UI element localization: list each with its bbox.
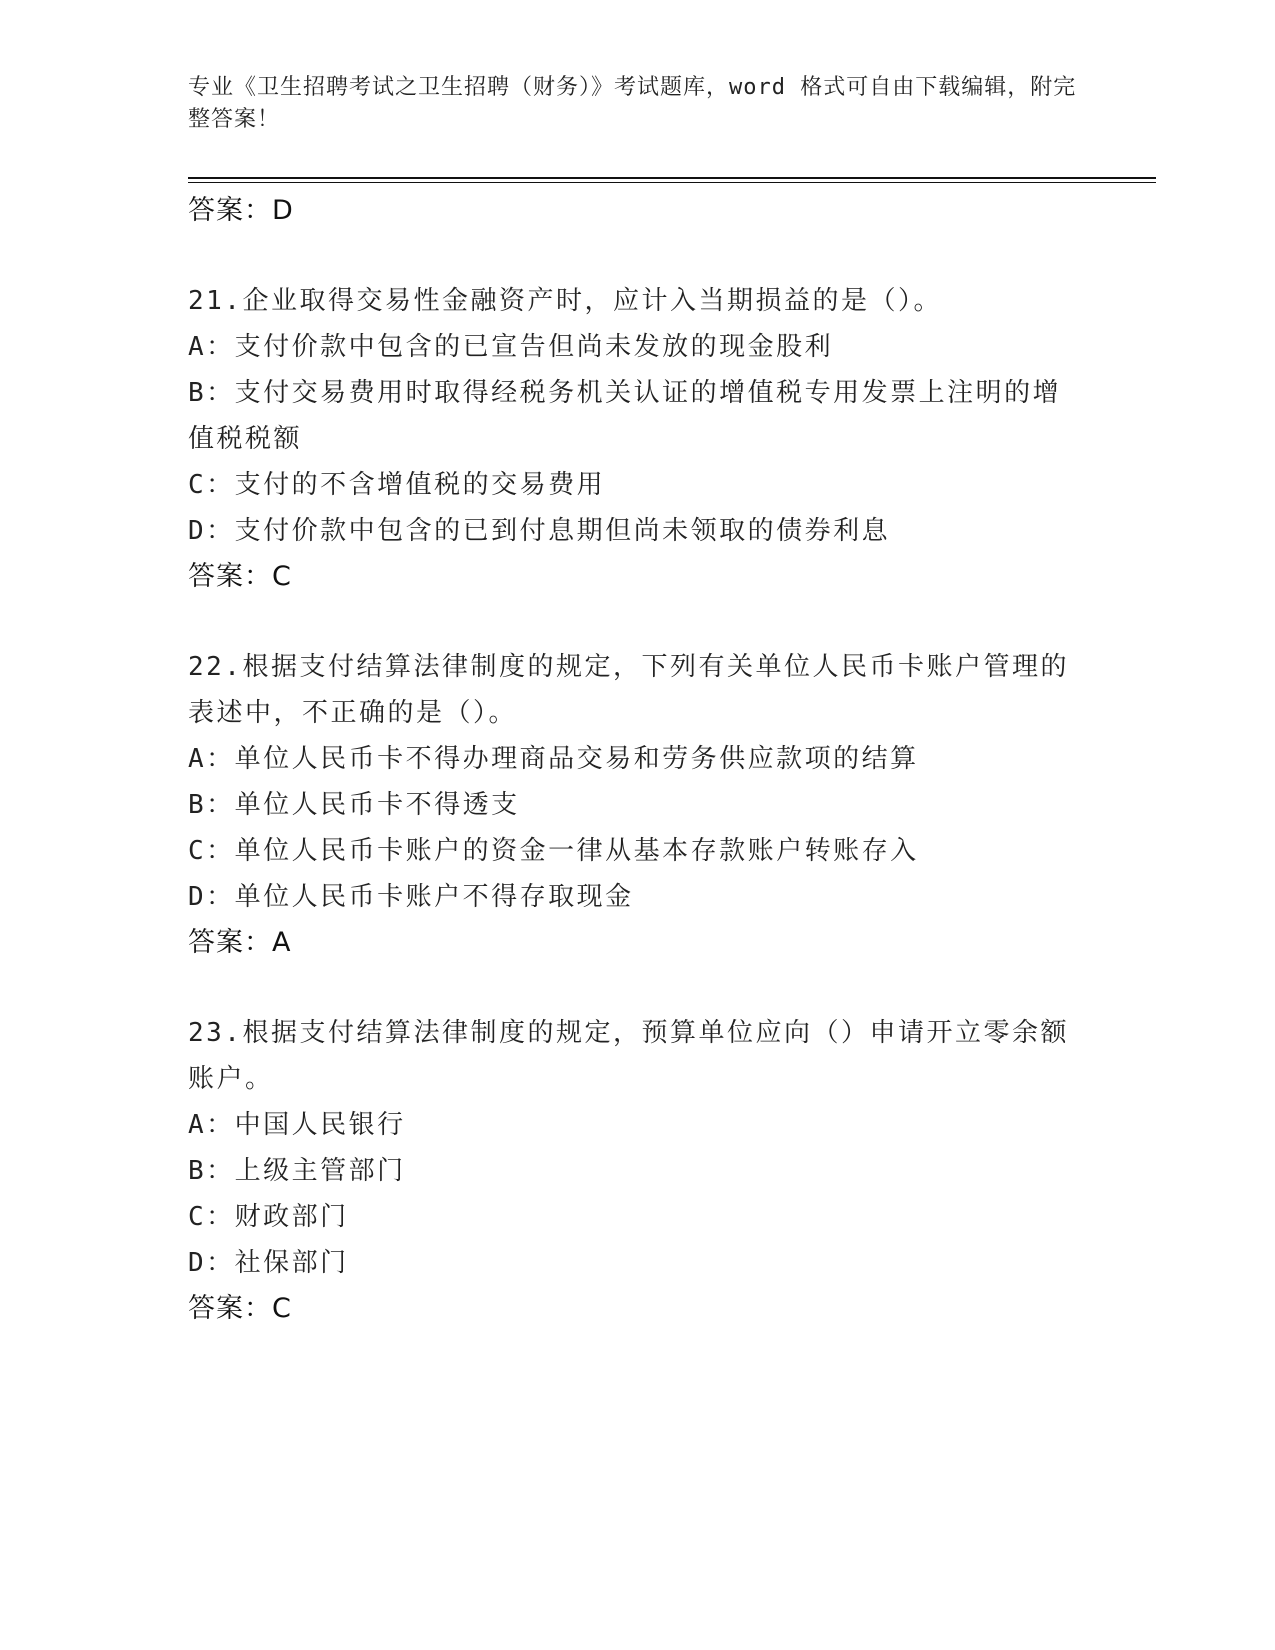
option-d: D：单位人民币卡账户不得存取现金: [188, 882, 634, 912]
option-b: B：上级主管部门: [188, 1156, 406, 1186]
option-c: C：支付的不含增值税的交易费用: [188, 470, 606, 500]
question-answer: 答案：C: [188, 1293, 292, 1324]
question-answer: 答案：C: [188, 561, 292, 592]
question-22: [188, 644, 1088, 966]
question-stem: 21.企业取得交易性金融资产时，应计入当期损益的是（）。: [188, 286, 942, 316]
header-rule-thin: [188, 182, 1156, 183]
option-a: A：单位人民币卡不得办理商品交易和劳务供应款项的结算: [188, 744, 919, 774]
question-23: [188, 1010, 1088, 1332]
option-a: A：支付价款中包含的已宣告但尚未发放的现金股利: [188, 332, 834, 362]
option-d: D：支付价款中包含的已到付息期但尚未领取的债券利息: [188, 516, 891, 546]
question-stem: 22.根据支付结算法律制度的规定，下列有关单位人民币卡账户管理的表述中，不正确的是（）。: [188, 652, 1069, 728]
question-stem: 23.根据支付结算法律制度的规定，预算单位应向（）申请开立零余额账户。: [188, 1018, 1069, 1094]
previous-answer: 答案：D: [188, 195, 294, 226]
question-answer: 答案：A: [188, 927, 292, 958]
option-a: A：中国人民银行: [188, 1110, 406, 1140]
option-d: D：社保部门: [188, 1248, 349, 1278]
header-rule-thick: [188, 177, 1156, 179]
option-b: B：单位人民币卡不得透支: [188, 790, 520, 820]
document-header: 专业《卫生招聘考试之卫生招聘（财务）》考试题库，word 格式可自由下载编辑，附完整答案！: [188, 75, 1077, 132]
question-21: [188, 278, 1088, 600]
option-b: B：支付交易费用时取得经税务机关认证的增值税专用发票上注明的增值税税额: [188, 378, 1062, 454]
option-c: C：财政部门: [188, 1202, 349, 1232]
question-list: [188, 188, 1088, 1376]
option-c: C：单位人民币卡账户的资金一律从基本存款账户转账存入: [188, 836, 919, 866]
